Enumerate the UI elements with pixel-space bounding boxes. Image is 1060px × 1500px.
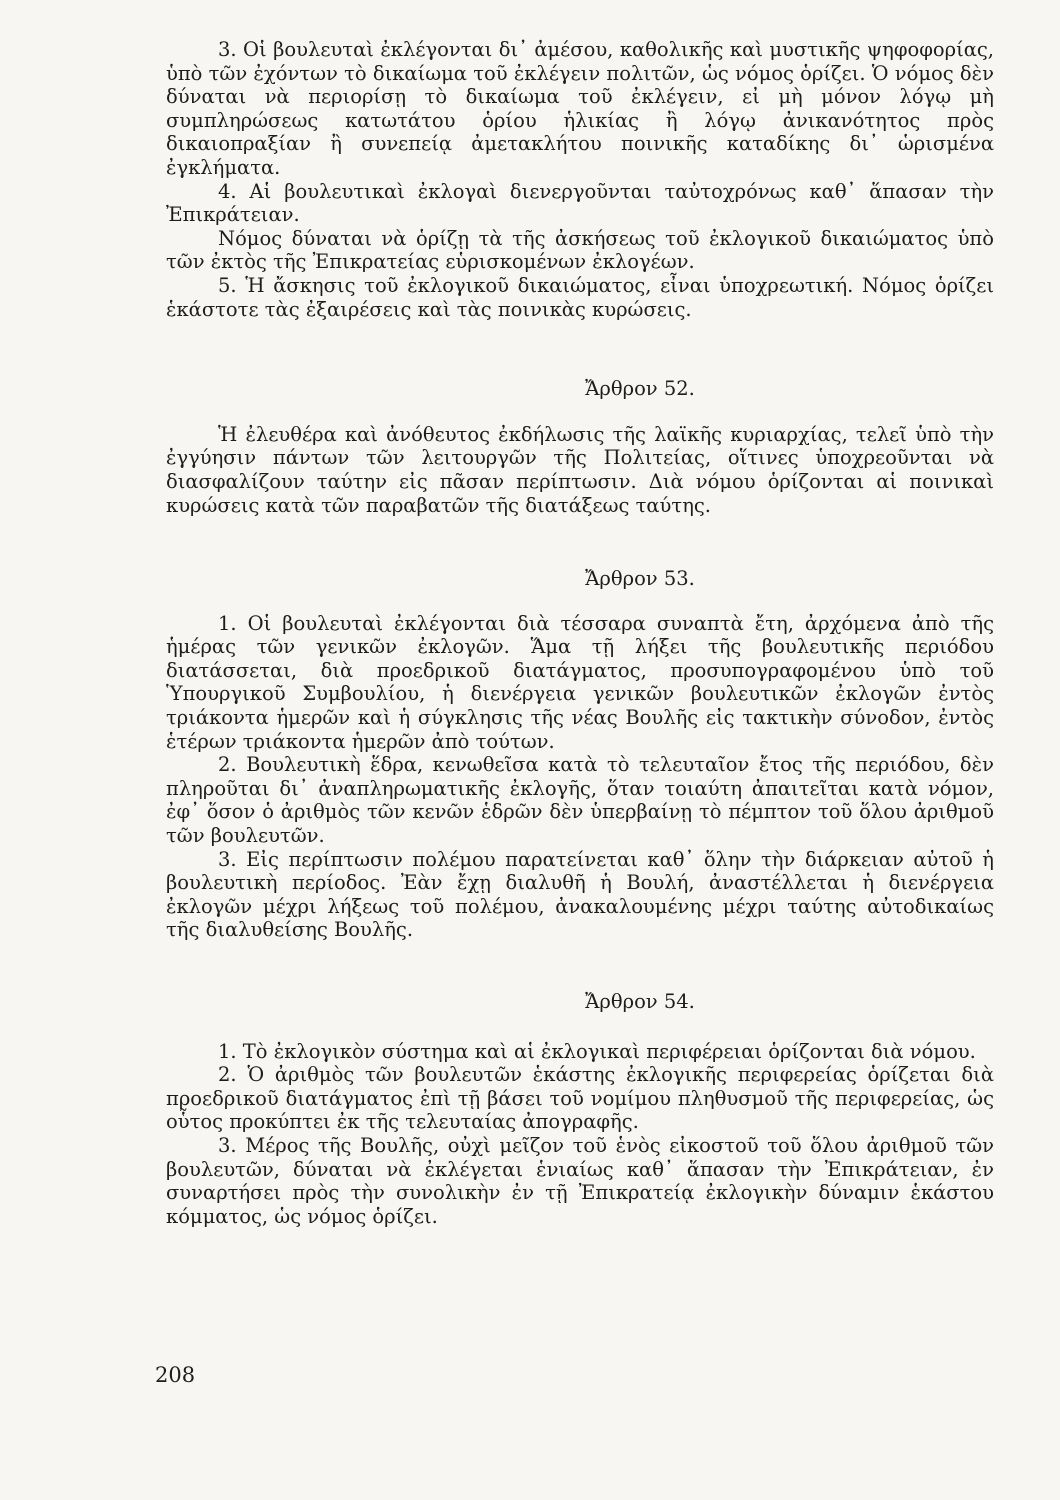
- article-54-paragraph-3: 3. Μέρος τῆς Βουλῆς, οὐχὶ μεῖζον τοῦ ἑνὸς εἰκοστοῦ τοῦ ὅλου ἀριθμοῦ τῶν βουλευτῶν, δύναται νὰ ἐκλέγεται ἑνιαίως καθ᾽ ἅπασαν τὴν Ἐπικράτειαν, ἐν συναρτήσει πρὸς τὴν συνολικὴν ἐν τῇ Ἐπικρατείᾳ ἐκλογικὴν δύναμιν ἑκάστου κόμματος, ὡς νόμος ὁρίζει.: [166, 1133, 994, 1228]
- article-52-heading: Ἄρθρον 52.: [585, 377, 695, 401]
- page-number: 208: [155, 1363, 196, 1387]
- article-52-paragraph: Ἡ ἐλευθέρα καὶ ἀνόθευτος ἐκδήλωσις τῆς λαϊκῆς κυριαρχίας, τελεῖ ὑπὸ τὴν ἐγγύησιν πάντων τῶν λειτουργῶν τῆς Πολιτείας, οἵτινες ὑποχρεοῦνται νὰ διασφαλίζουν ταύτην εἰς πᾶσαν περίπτωσιν. Διὰ νόμου ὁρίζονται αἱ ποινικαὶ κυρώσεις κατὰ τῶν παραβατῶν τῆς διατάξεως ταύτης.: [166, 422, 994, 517]
- article-53-heading: Ἄρθρον 53.: [585, 567, 695, 591]
- article-53-paragraph-1: 1. Οἱ βουλευταὶ ἐκλέγονται διὰ τέσσαρα συναπτὰ ἔτη, ἀρχόμενα ἀπὸ τῆς ἡμέρας τῶν γενικῶν ἐκλογῶν. Ἅμα τῇ λήξει τῆς βουλευτικῆς περιόδου διατάσσεται, διὰ προεδρικοῦ διατάγματος, προσυπογραφομένου ὑπὸ τοῦ Ὑπουργικοῦ Συμβουλίου, ἡ διενέργεια γενικῶν βουλευτικῶν ἐκλογῶν ἐντὸς τριάκοντα ἡμερῶν καὶ ἡ σύγκλησις τῆς νέας Βουλῆς εἰς τακτικὴν σύνοδον, ἐντὸς ἑτέρων τριάκοντα ἡμερῶν ἀπὸ τούτων.: [166, 611, 994, 753]
- article-53-paragraph-3: 3. Εἰς περίπτωσιν πολέμου παρατείνεται καθ᾽ ὅλην τὴν διάρκειαν αὐτοῦ ἡ βουλευτικὴ περίοδος. Ἐὰν ἔχῃ διαλυθῆ ἡ Βουλή, ἀναστέλλεται ἡ διενέργεια ἐκλογῶν μέχρι λήξεως τοῦ πολέμου, ἀνακαλουμένης μέχρι ταύτης αὐτοδικαίως τῆς διαλυθείσης Βουλῆς.: [166, 847, 994, 942]
- article-54-heading: Ἄρθρον 54.: [585, 990, 695, 1013]
- article-51-paragraph-3: 3. Οἱ βουλευταὶ ἐκλέγονται δι᾽ ἀμέσου, καθολικῆς καὶ μυστικῆς ψηφοφορίας, ὑπὸ τῶν ἐχόντων τὸ δικαίωμα τοῦ ἐκλέγειν πολιτῶν, ὡς νόμος ὁρίζει. Ὁ νόμος δὲν δύναται νὰ περιορίσῃ τὸ δικαίωμα τοῦ ἐκλέγειν, εἰ μὴ μόνον λόγῳ μὴ συμπληρώσεως κατωτάτου ὁρίου ἡλικίας ἢ λόγῳ ἀνικανότητος πρὸς δικαιοπραξίαν ἢ συνεπείᾳ ἀμετακλήτου ποινικῆς καταδίκης δι᾽ ὡρισμένα ἐγκλήματα.: [166, 38, 994, 179]
- body-text: [166, 38, 994, 1228]
- article-54-paragraph-1: 1. Τὸ ἐκλογικὸν σύστημα καὶ αἱ ἐκλογικαὶ περιφέρειαι ὁρίζονται διὰ νόμου.: [218, 1039, 976, 1063]
- article-54-paragraph-2: 2. Ὁ ἀριθμὸς τῶν βουλευτῶν ἑκάστης ἐκλογικῆς περιφερείας ὁρίζεται διὰ προεδρικοῦ διατάγματος ἐπὶ τῇ βάσει τοῦ νομίμου πληθυσμοῦ τῆς περιφερείας, ὡς οὗτος προκύπτει ἐκ τῆς τελευταίας ἀπογραφῆς.: [166, 1063, 994, 1134]
- article-53-paragraph-2: 2. Βουλευτικὴ ἕδρα, κενωθεῖσα κατὰ τὸ τελευταῖον ἔτος τῆς περιόδου, δὲν πληροῦται δι᾽ ἀναπληρωματικῆς ἐκλογῆς, ὅταν τοιαύτη ἀπαιτεῖται κατὰ νόμον, ἐφ᾽ ὅσον ὁ ἀριθμὸς τῶν κενῶν ἑδρῶν δὲν ὑπερβαίνῃ τὸ πέμπτον τοῦ ὅλου ἀριθμοῦ τῶν βουλευτῶν.: [166, 753, 994, 848]
- article-51-paragraph-5: 5. Ἡ ἄσκησις τοῦ ἐκλογικοῦ δικαιώματος, εἶναι ὑποχρεωτική. Νόμος ὁρίζει ἑκάστοτε τὰς ἐξαιρέσεις καὶ τὰς ποινικὰς κυρώσεις.: [166, 273, 994, 321]
- article-51-paragraph-4b: Νόμος δύναται νὰ ὁρίζῃ τὰ τῆς ἀσκήσεως τοῦ ἐκλογικοῦ δικαιώματος ὑπὸ τῶν ἐκτὸς τῆς Ἐπικρατείας εὑρισκομένων ἐκλογέων.: [166, 226, 994, 274]
- article-51-paragraph-4: 4. Αἱ βουλευτικαὶ ἐκλογαὶ διενεργοῦνται ταὐτοχρόνως καθ᾽ ἅπασαν τὴν Ἐπικράτειαν.: [166, 179, 994, 227]
